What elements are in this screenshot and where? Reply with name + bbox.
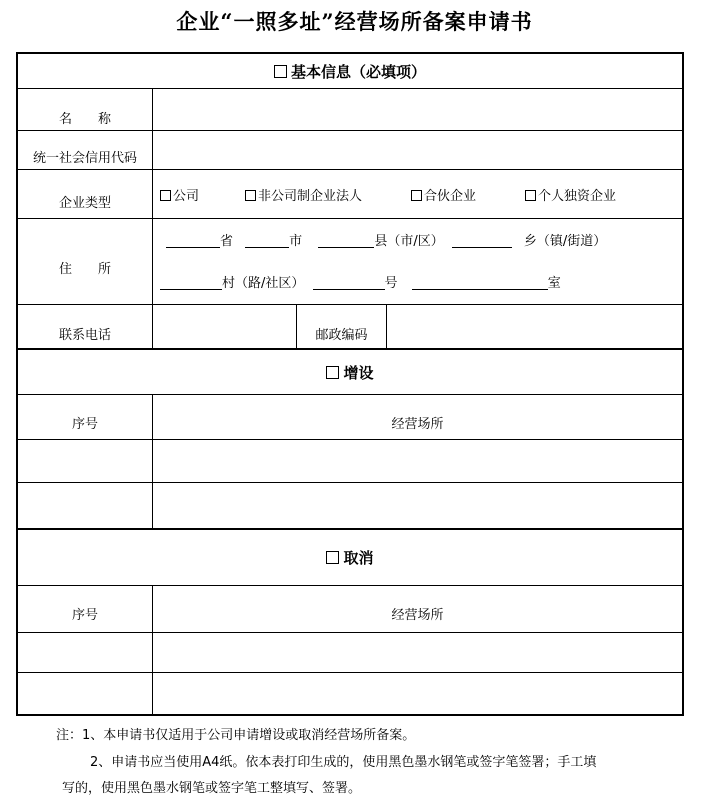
cancel-section-heading — [18, 530, 682, 585]
type-option-label: 公司 — [173, 189, 200, 204]
checkbox-icon[interactable] — [160, 190, 171, 201]
basic-info-heading-text: 基本信息（必填项） — [290, 62, 426, 81]
basic-info-checkbox[interactable] — [274, 65, 287, 78]
township-label: 乡（镇/街道） — [523, 234, 607, 249]
add-place-header: 经营场所 — [391, 416, 444, 432]
cancel-row-1-seq[interactable] — [18, 633, 152, 672]
row-divider — [18, 218, 682, 219]
city-label: 市 — [289, 234, 303, 249]
add-seq-header: 序号 — [71, 416, 98, 432]
cancel-row-2-place[interactable] — [153, 673, 682, 714]
add-checkbox[interactable] — [326, 366, 339, 379]
address-label: 住 所 — [58, 261, 111, 277]
cancel-row-1-place[interactable] — [153, 633, 682, 672]
province-label: 省 — [220, 234, 234, 249]
type-option-sole-proprietorship[interactable] — [525, 185, 616, 204]
county-blank[interactable] — [318, 234, 374, 248]
number-label: 号 — [384, 276, 398, 291]
document-title: 企业“一照多址”经营场所备案申请书 — [176, 9, 533, 34]
basic-info-heading — [18, 54, 682, 88]
type-option-label: 个人独资企业 — [538, 189, 617, 204]
name-label: 名 称 — [58, 111, 111, 127]
room-blank[interactable] — [412, 276, 548, 290]
village-blank[interactable] — [160, 276, 222, 290]
type-option-label: 合伙企业 — [424, 189, 477, 204]
add-row-2-seq[interactable] — [18, 483, 152, 528]
address-line-2 — [160, 272, 561, 291]
name-field[interactable] — [153, 89, 682, 130]
cancel-checkbox[interactable] — [326, 551, 339, 564]
add-heading-text: 增设 — [343, 363, 374, 382]
add-row-1-place[interactable] — [153, 440, 682, 482]
address-line-1 — [166, 230, 606, 249]
checkbox-icon[interactable] — [525, 190, 536, 201]
checkbox-icon[interactable] — [411, 190, 422, 201]
credit-code-field[interactable] — [153, 131, 682, 169]
type-option-non-company-legal-person[interactable] — [245, 185, 362, 204]
cancel-seq-header: 序号 — [71, 607, 98, 623]
row-divider — [18, 394, 682, 395]
cancel-heading-text: 取消 — [343, 549, 374, 567]
add-section-heading — [18, 350, 682, 394]
application-form — [16, 52, 684, 716]
phone-label: 联系电话 — [58, 327, 111, 343]
township-blank[interactable] — [452, 234, 512, 248]
row-divider — [18, 585, 682, 586]
county-label: 县（市/区） — [374, 234, 444, 249]
checkbox-icon[interactable] — [245, 190, 256, 201]
province-blank[interactable] — [166, 234, 220, 248]
note-line-1: 注：1、本申请书仅适用于公司申请增设或取消经营场所备案。 — [56, 728, 416, 743]
city-blank[interactable] — [245, 234, 289, 248]
postcode-field[interactable] — [387, 305, 682, 348]
add-row-2-place[interactable] — [153, 483, 682, 528]
add-row-1-seq[interactable] — [18, 440, 152, 482]
postcode-label: 邮政编码 — [315, 327, 368, 343]
cancel-place-header: 经营场所 — [391, 607, 444, 623]
note-line-3: 写的，使用黑色墨水钢笔或签字笔工整填写、签署。 — [62, 781, 362, 796]
number-blank[interactable] — [313, 276, 385, 290]
phone-field[interactable] — [153, 305, 296, 348]
type-option-label: 非公司制企业法人 — [258, 189, 363, 204]
type-option-partnership[interactable] — [411, 185, 476, 204]
room-label: 室 — [547, 276, 561, 291]
company-type-label: 企业类型 — [58, 195, 111, 211]
credit-code-label: 统一社会信用代码 — [32, 150, 137, 166]
cancel-row-2-seq[interactable] — [18, 673, 152, 714]
type-option-company[interactable] — [160, 185, 199, 204]
note-line-2: 2、申请书应当使用A4纸。依本表打印生成的，使用黑色墨水钢笔或签字笔签署；手工填 — [90, 755, 597, 770]
row-divider — [18, 169, 682, 170]
village-label: 村（路/社区） — [222, 276, 305, 291]
